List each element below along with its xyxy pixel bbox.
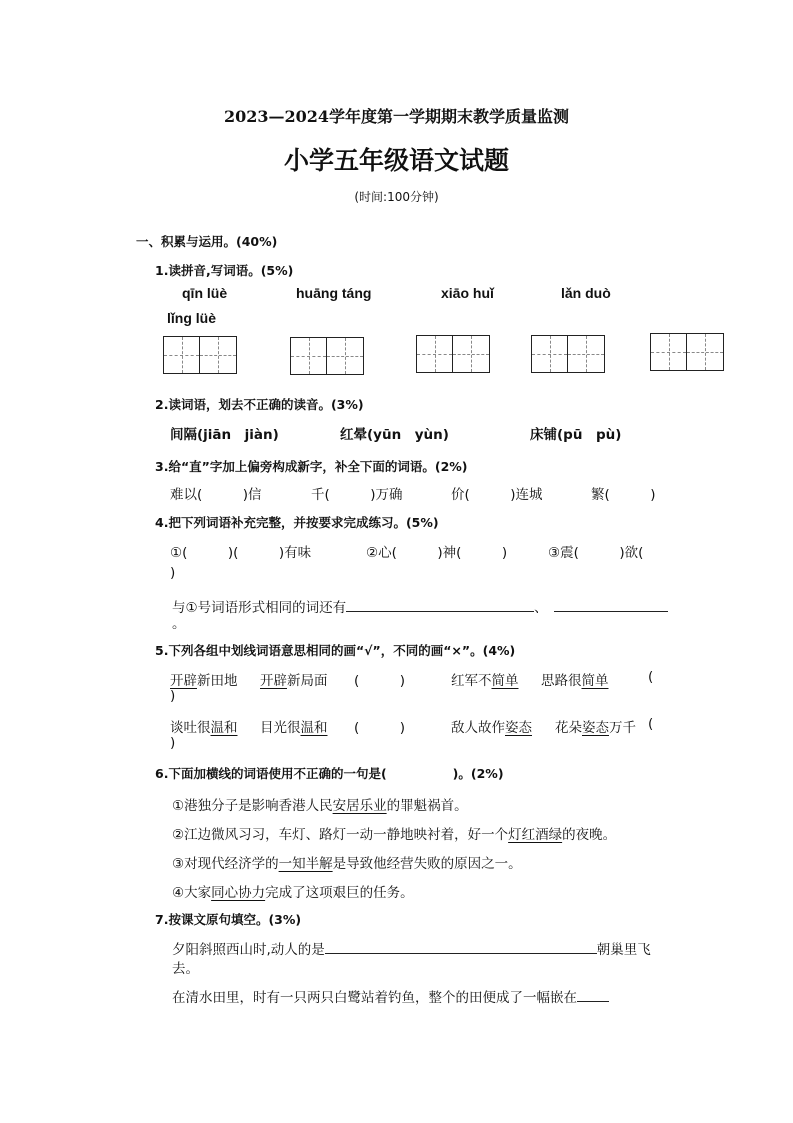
grid-cell[interactable] [200,337,236,373]
q4-separator: 、 [534,600,548,616]
q6-option-4: ④大家同心协力完成了这项艰巨的任务。 [172,885,414,901]
q7-line-2: 在清水田里，时有一只两只白鹭站着钓鱼，整个的田便成了一幅嵌在 [172,986,609,1006]
q5-r1-b: 开辟新局面 [260,673,328,689]
q5-r2-d: 花朵姿态万千 [555,720,636,736]
q1-pinyin-1: qīn lüè [182,285,228,301]
q5-prompt: 5.下列各组中划线词语意思相同的画“√”，不同的画“×”。(4%) [155,643,516,658]
q6-option-3: ③对现代经济学的一知半解是导致他经营失败的原因之一。 [172,856,522,872]
q5-r2-answer[interactable]: ( ) [354,720,406,736]
q5-r1-c: 红军不简单 [451,673,519,689]
q6-prompt: 6.下面加横线的词语使用不正确的一句是( )。(2%) [155,766,504,781]
q7-answer-blank-1[interactable] [325,940,597,954]
q1-pinyin-4: lǎn duò [561,285,611,301]
q4-item-3: ③震( )欲( [548,545,644,561]
q4-followup [172,596,668,616]
grid-cell[interactable] [532,336,568,372]
q5-r2-c: 敌人故作姿态 [451,720,532,736]
q1-writing-grid-5[interactable] [650,333,724,371]
q2-item-2: 红晕(yūn yùn) [340,427,449,443]
q4-item-2: ②心( )神( ) [366,545,508,561]
page-title: 小学五年级语文试题 [283,146,509,175]
grid-cell[interactable] [164,337,200,373]
q5-r2-a: 谈吐很温和 [170,720,238,736]
q1-pinyin-3: xiāo huǐ [441,285,494,301]
grid-cell[interactable] [568,336,604,372]
grid-cell[interactable] [291,338,327,374]
exam-header-line: 2023—2024学年度第一学期期末教学质量监测 [223,107,570,126]
q5-r2-b: 目光很温和 [260,720,328,736]
q1-writing-grid-2[interactable] [290,337,364,375]
q3-item-3: 价( )连城 [451,487,543,503]
q3-item-2: 千( )万确 [311,487,403,503]
q7-line-1-wrap: 去。 [172,961,199,977]
q4-followup-text: 与①号词语形式相同的词还有 [172,600,347,616]
q1-pinyin-5: lǐng lüè [167,310,216,326]
exam-time: (时间:100分钟) [354,190,439,204]
q2-item-3: 床铺(pū pù) [530,427,622,443]
q4-answer-blank-2[interactable] [554,598,668,612]
q3-item-4: 繁( ) [591,487,656,503]
grid-cell[interactable] [453,336,489,372]
q5-r1-answer-open[interactable]: ( [648,669,654,685]
q3-prompt: 3.给“直”字加上偏旁构成新字，补全下面的词语。(2%) [155,459,468,474]
q1-writing-grid-4[interactable] [531,335,605,373]
q3-item-1: 难以( )信 [170,487,262,503]
q4-answer-blank-1[interactable] [346,598,534,612]
grid-cell[interactable] [687,334,723,370]
q7-answer-blank-2[interactable] [577,988,609,1002]
q6-option-1: ①港独分子是影响香港人民安居乐业的罪魁祸首。 [172,798,468,814]
q7-line-1: 夕阳斜照西山时,动人的是 朝巢里飞 [172,942,651,958]
q4-end-period: 。 [172,616,186,632]
q1-pinyin-2: huāng táng [296,285,372,301]
q1-writing-grid-1[interactable] [163,336,237,374]
q5-r2-wrap: ) [170,735,176,751]
q4-wrap-paren: ) [170,565,176,581]
q6-option-2: ②江边微风习习，车灯、路灯一动一静地映衬着，好一个灯红酒绿的夜晚。 [172,827,617,843]
grid-cell[interactable] [417,336,453,372]
q7-prompt: 7.按课文原句填空。(3%) [155,912,302,927]
q4-prompt: 4.把下列词语补充完整，并按要求完成练习。(5%) [155,515,439,530]
grid-cell[interactable] [651,334,687,370]
q2-prompt: 2.读词语，划去不正确的读音。(3%) [155,397,364,412]
q1-writing-grid-3[interactable] [416,335,490,373]
q5-r1-wrap: ) [170,688,176,704]
q1-prompt: 1.读拼音,写词语。(5%) [155,263,294,278]
q2-item-1: 间隔(jiān jiàn) [170,427,279,443]
q5-r1-answer[interactable]: ( ) [354,673,406,689]
q5-r2-answer-open[interactable]: ( [648,716,654,732]
q5-r1-a: 开辟新田地 [170,673,238,689]
section-heading: 一、积累与运用。(40%) [136,234,278,249]
q5-r1-d: 思路很简单 [541,673,609,689]
grid-cell[interactable] [327,338,363,374]
q4-item-1: ①( )( )有味 [170,545,312,561]
